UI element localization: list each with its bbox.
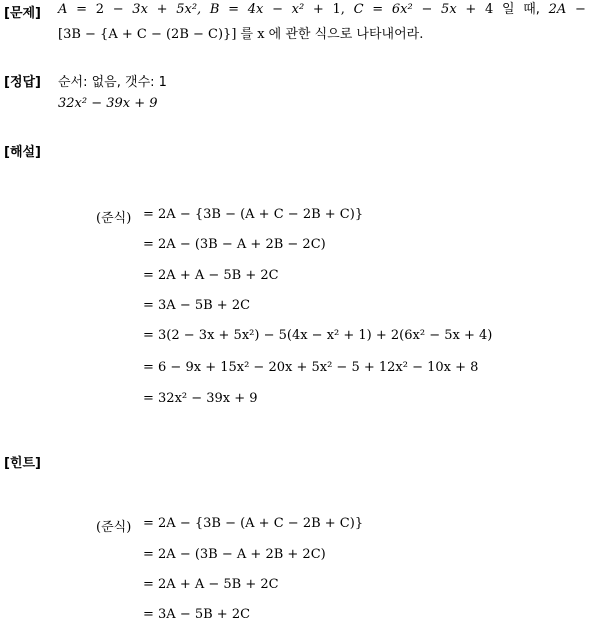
problem-token: − [421, 2, 433, 17]
problem-token: 6x² [391, 2, 413, 17]
problem-token: 4x [247, 2, 264, 17]
answer-expression: 32x² − 39x + 9 [58, 96, 158, 111]
hint-step-text: = 2A − (3B − A + 2B + 2C) [143, 547, 326, 562]
problem-token: 5x [441, 2, 457, 17]
problem-token: − [272, 2, 283, 17]
problem-line-2: [3B − {A + C − (2B − C)}] 를 x 에 관한 식으로 나타내어라. [58, 27, 424, 42]
answer-label: [정답] [4, 75, 41, 90]
problem-token: + [465, 2, 477, 17]
problem-token: 1, [332, 2, 345, 17]
problem-token: − [575, 2, 586, 17]
solution-label: [해설] [4, 145, 41, 160]
problem-token: = [76, 2, 87, 17]
hint-step-text: = 2A + A − 5B + 2C [143, 577, 279, 592]
problem-token: B [209, 2, 220, 17]
solution-step-text: = 3A − 5B + 2C [143, 298, 251, 313]
solution-step-text: = 2A + A − 5B + 2C [143, 268, 279, 283]
solution-step-text: = 3(2 − 3x + 5x²) − 5(4x − x² + 1) + 2(6x² − 5x + 4) [143, 328, 493, 343]
solution-lhs: (준식) [96, 211, 132, 226]
problem-token: 5x², [176, 2, 202, 17]
solution-step-text: = 2A − {3B − (A + C − 2B + C)} [143, 207, 364, 222]
solution-step-text: = 2A − (3B − A + 2B − 2C) [143, 237, 326, 252]
solution-step-text: = 6 − 9x + 15x² − 20x + 5x² − 5 + 12x² − 10x + 8 [143, 360, 479, 375]
answer-order-count: 순서: 없음, 갯수: 1 [58, 75, 167, 90]
problem-line-1 [58, 2, 586, 18]
problem-token: = [372, 2, 384, 17]
problem-label: [문제] [4, 6, 41, 21]
problem-token: 4 [484, 2, 494, 17]
hint-step-text: = 2A − {3B − (A + C − 2B + C)} [143, 516, 364, 531]
problem-token: + [156, 2, 168, 17]
problem-token: = [228, 2, 240, 17]
solution-step-text: = 32x² − 39x + 9 [143, 391, 258, 406]
problem-token: A [58, 2, 68, 17]
hint-lhs: (준식) [96, 520, 132, 535]
problem-token: 2 [95, 2, 104, 17]
problem-token: x² [291, 2, 305, 17]
problem-token: 때, [523, 2, 540, 17]
problem-token: C [353, 2, 364, 17]
problem-token: 3x [132, 2, 148, 17]
problem-token: 2A [548, 2, 567, 17]
problem-token: − [112, 2, 124, 17]
hint-label: [힌트] [4, 456, 41, 471]
hint-step-text: = 3A − 5B + 2C [143, 607, 251, 622]
problem-token: + [312, 2, 324, 17]
problem-token: 일 [501, 2, 515, 17]
